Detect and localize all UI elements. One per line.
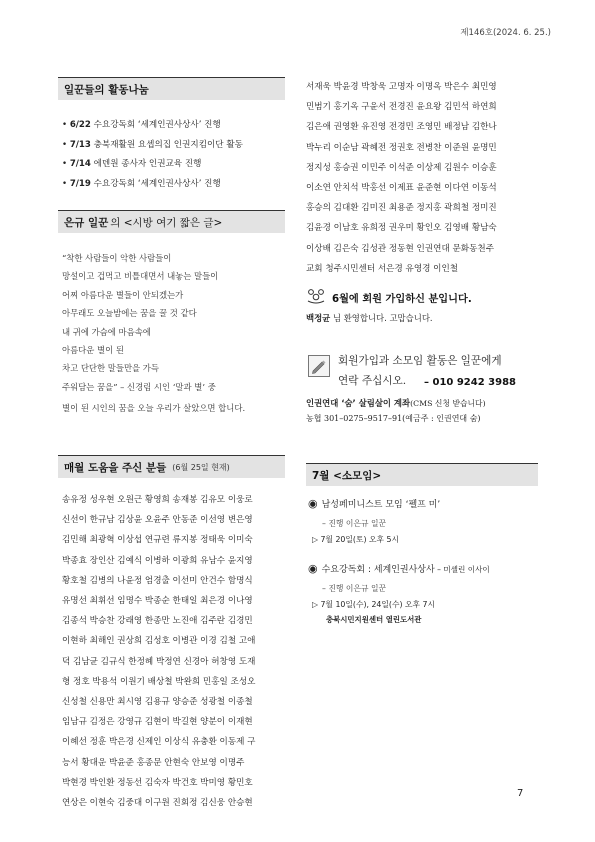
welcome-message <box>306 312 433 324</box>
issue-number: 제146호(2024. 6. 25.) <box>460 28 551 38</box>
donor-line: 이상배 김은숙 김성관 정동현 인권연대 문화동천주 <box>306 243 494 254</box>
donor-line: 서재욱 박윤경 박창욱 고명자 이명옥 박은수 최민영 <box>306 82 497 92</box>
list-item: • 7/13 충북재활원 요셉의집 인권지킴이단 활동 <box>62 139 243 150</box>
donor-line: 김은애 권영환 유진영 전경민 조영민 배정남 김한나 <box>306 122 497 133</box>
donor-line: 이현하 최해인 권상희 김성호 이병관 이경 김철 고애 <box>62 636 256 647</box>
donor-line: 유명선 최휘선 임명수 박종순 한태일 최은경 이나영 <box>62 596 253 607</box>
bullet-ring-icon: ◉ <box>308 497 318 510</box>
donor-line: 덕 김남균 김규식 한정혜 박정연 신경아 허창영 도재 <box>62 656 256 667</box>
donor-line: 능서 황대운 박윤준 홍종문 안현숙 안보영 이명주 <box>62 757 245 768</box>
poem-line: 내 귀에 가슴에 마음속에 <box>62 326 151 337</box>
activity-text: 에덴원 종사자 인권교육 진행 <box>93 159 202 170</box>
account-note: (CMS 신청 받습니다) <box>410 399 486 408</box>
donor-line: 이소연 안치석 박홍선 이제표 윤준현 이다연 이동석 <box>306 183 497 194</box>
account-number: 농협 301–0275–9517–91(예금주 : 인권연대 숨) <box>306 414 481 423</box>
donor-line: 홍승의 김대환 김미진 최용준 정지홍 곽희철 정미진 <box>306 203 497 214</box>
activity-date: 7/19 <box>69 179 91 190</box>
activity-date: 6/22 <box>69 120 91 130</box>
poem-line: 차고 단단한 말들만을 가득 <box>62 363 159 374</box>
page-number: 7 <box>517 788 524 799</box>
donor-line: 박누리 이순남 곽혜전 정권호 전병찬 이준원 윤명민 <box>306 142 497 153</box>
welcome-text: 님 환영합니다. 고맙습니다. <box>330 313 433 323</box>
donor-line: 박현경 박인환 정동선 김숙자 박건호 박미영 황민호 <box>62 777 253 788</box>
account-label: 인권연대 ‘숨’ 살림살이 계좌 <box>306 398 411 408</box>
meeting-leader: – 진행 이은규 일꾼 <box>322 519 387 528</box>
meeting-name: 남성페미니스트 모임 ‘펠프 미’ <box>321 500 441 510</box>
donor-line: 김민해 최광혁 이상섭 연규련 류지봉 정태욱 이미숙 <box>62 535 253 546</box>
pencil-icon <box>308 355 330 377</box>
meeting-when: ▷ 7월 20일(토) 오후 5시 <box>312 535 400 544</box>
donor-line: 정지성 홍승권 이민주 이석준 이상제 김원수 이승훈 <box>306 162 497 173</box>
activities-title: 일꾼들의 활동나눔 <box>64 83 149 96</box>
activity-date: 7/13 <box>69 139 91 150</box>
donor-line: 신선이 한규남 김상윤 오윤주 안동준 이선영 변은영 <box>62 515 253 526</box>
donor-line: 이혜선 정훈 박은경 신제인 이상식 유충환 이동제 구 <box>62 737 256 748</box>
account-label-row <box>306 397 486 409</box>
donor-line: 박종효 장인산 김예식 이병하 이광희 유남수 윤지영 <box>62 555 253 566</box>
poem-title-suffix: 의 <시방 여기 짧은 글> <box>110 216 223 229</box>
activities-header <box>58 77 285 100</box>
activity-text: 수요강독회 ‘세계인권사상사’ 진행 <box>93 179 221 190</box>
contact-phone: – 010 9242 3988 <box>424 377 516 388</box>
list-item: • 7/14 에덴원 종사자 인권교육 진행 <box>62 159 202 170</box>
donors-header <box>58 455 285 478</box>
poem-line: 아름다운 별이 된 <box>62 345 124 356</box>
activities-list <box>62 116 243 195</box>
meeting-when: ▷ 7월 10일(수), 24일(수) 오후 7시 <box>312 600 436 609</box>
meeting-item-1 <box>308 497 440 510</box>
poem-header <box>58 210 285 233</box>
donors-subtitle: (6월 25일 현재) <box>172 462 230 472</box>
meeting-name: 수요강독회 : 세계인권사상사 <box>321 565 435 575</box>
join-line-1: 회원가입과 소모임 활동은 일꾼에게 <box>338 355 502 367</box>
donors-title: 매월 도움을 주신 분들 <box>64 461 167 474</box>
list-item: • 6/22 수요강독회 ‘세계인권사상사’ 진행 <box>62 120 221 130</box>
donor-line: 김종석 박승찬 강래영 한종만 노진애 김주란 김경민 <box>62 616 253 627</box>
activity-text: 수요강독회 ‘세계인권사상사’ 진행 <box>93 120 221 130</box>
poem-closing: 별이 된 시인의 꿈을 오늘 우리가 살았으면 합니다. <box>62 403 246 413</box>
welcome-title-row <box>306 288 472 307</box>
meetings-title: 7월 <소모임> <box>312 469 382 482</box>
donor-line: 황호철 김병의 나윤정 엄경출 이선미 안건수 함명식 <box>62 575 253 586</box>
meeting-item-2 <box>308 562 490 575</box>
meeting-note: – 미셸린 이사이 <box>434 565 490 574</box>
poem-title: 은규 일꾼 <box>64 216 109 229</box>
meeting-place: 충북시민지원센터 열린도서관 <box>326 615 422 624</box>
donor-line: 신성철 신용만 최시영 김용규 양승준 성광철 이종철 <box>62 697 253 708</box>
poem-body <box>62 249 218 396</box>
donor-list-right <box>306 77 497 279</box>
donor-line: 임남규 김정은 강영규 김현이 박길현 양분이 이재현 <box>62 717 253 728</box>
meetings-header <box>306 463 538 486</box>
poem-line: 망설이고 겁먹고 비틀대면서 내놓는 말들이 <box>62 271 219 282</box>
activity-text: 충북재활원 요셉의집 인권지킴이단 활동 <box>93 139 243 150</box>
welcome-title: 6월에 회원 가입하신 분입니다. <box>332 294 472 305</box>
activity-date: 7/14 <box>69 159 91 170</box>
new-member-name: 백정균 <box>306 313 331 323</box>
donor-list-left <box>62 490 255 813</box>
poem-line: 주워담는 꿈을” – 신경림 시인 ‘말과 별’ 중 <box>62 381 216 392</box>
bullet-ring-icon: ◉ <box>308 562 318 575</box>
list-item: • 7/19 수요강독회 ‘세계인권사상사’ 진행 <box>62 179 221 190</box>
donor-line: 민범기 홍기옥 구윤서 전경진 윤요왕 김민석 하연희 <box>306 102 497 113</box>
donor-line: 형 정호 박용석 이원기 배상철 박완희 민홍일 조성오 <box>62 676 256 687</box>
meeting-leader: – 진행 이은규 일꾼 <box>322 584 387 593</box>
donor-line: 송유정 성우현 오원근 황영희 송재봉 김유모 이웅로 <box>62 495 253 505</box>
donor-line: 김윤경 이남호 유희정 권우미 황인오 김영배 황남숙 <box>306 223 497 234</box>
join-line-2: 연락 주십시오. <box>338 375 407 387</box>
people-icon <box>306 288 326 307</box>
poem-line: 어찌 아름다운 별들이 안되겠는가 <box>62 289 184 300</box>
donor-line: 교회 청주시민센터 서은경 유영경 이인철 <box>306 263 459 274</box>
poem-line: “착한 사람들이 악한 사람들이 <box>62 253 172 263</box>
poem-line: 아무래도 오늘밤에는 꿈을 꿀 것 같다 <box>62 308 197 319</box>
donor-line: 연상은 이현숙 김중대 이구원 진회정 김신웅 안승현 <box>62 798 253 809</box>
